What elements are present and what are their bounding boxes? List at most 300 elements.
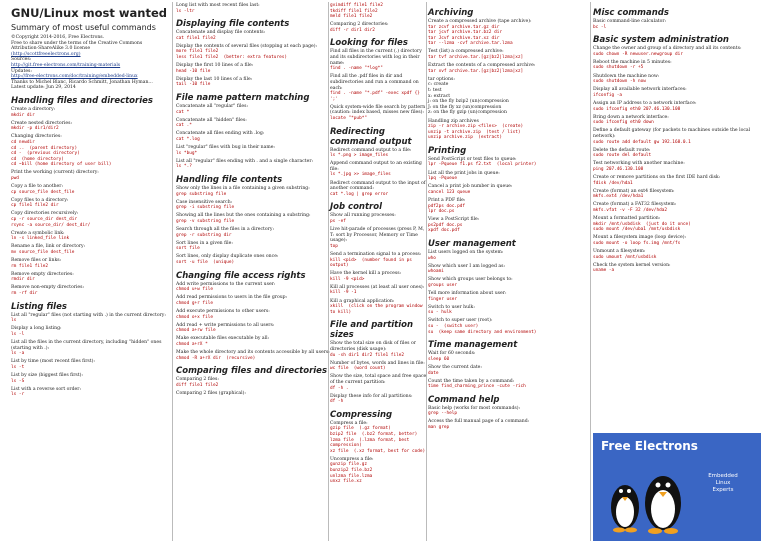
entry-description: Display these info for all partitions: — [330, 393, 413, 399]
command-entry — [176, 241, 331, 252]
entry-description: tar options: c: create t: test x: extract j: on the fly bzip2 (un)compression J: on the fly xz (un)compression z: on the fly gzip (un)compression — [428, 76, 509, 116]
command-entry — [11, 313, 169, 324]
command-entry — [176, 131, 331, 142]
command-entry — [593, 249, 761, 260]
command-example: sudo chown -R newuser.newgroup dir — [593, 51, 683, 57]
entry-description: Basic help (works for most commands): — [428, 405, 521, 411]
command-example: su - (switch user) su (keep same directory and environment) — [428, 324, 537, 335]
command-example: man grep — [428, 425, 450, 431]
command-example: ls *bug* — [176, 150, 198, 156]
command-entry — [330, 341, 427, 358]
command-entry — [11, 170, 169, 181]
command-entry — [11, 244, 169, 255]
command-entry — [428, 157, 588, 168]
command-entry — [11, 184, 169, 195]
entry-description: Wait for 60 seconds: — [428, 351, 476, 357]
sections — [428, 8, 588, 431]
entry-description: Display the last 10 lines of a file: — [176, 76, 253, 82]
command-entry — [330, 374, 427, 391]
entry-description: Add read + write permissions to all users: — [176, 322, 275, 328]
entry-description: View a PostScript file: — [428, 217, 480, 223]
command-entry — [330, 421, 427, 455]
command-example: grep -i substring file — [176, 205, 235, 211]
entry-description: Show the size, total space and free space of the current partition: — [330, 374, 428, 385]
entry-description: Check the system kernel version: — [593, 262, 671, 268]
command-example: grep --help — [428, 411, 458, 417]
entry-description: Test networking with another machine: — [593, 161, 685, 167]
command-example: lpq -Pqueue — [428, 176, 458, 182]
command-example: xkill (click on the program window to kill) — [330, 304, 426, 315]
entry-description: Access the full manual page of a command: — [428, 419, 530, 425]
command-example: diff file1 file2 — [176, 382, 219, 388]
entry-description: Test (list) a compressed archive: — [428, 49, 504, 55]
command-entry — [176, 118, 331, 129]
entry-description: Create (format) a FAT32 filesystem: — [593, 202, 677, 208]
section-heading: Job control — [330, 202, 382, 213]
command-example: grep -r substring dir — [176, 232, 232, 238]
section-heading: Changing file access rights — [176, 270, 306, 281]
command-example: find . -name "*log*" — [330, 66, 383, 72]
entry-description: Show the current date: — [428, 364, 482, 370]
command-entry — [593, 202, 761, 213]
banner-title: Free Electrons — [601, 439, 698, 453]
section-heading: Compressing — [330, 409, 393, 420]
section-heading: Time management — [428, 340, 518, 351]
command-entry — [330, 105, 427, 122]
command-entry — [428, 184, 588, 195]
entry-description: List all the print jobs in queue: — [428, 170, 500, 176]
entry-description: Extract the contents of a compressed archive: — [428, 63, 536, 69]
command-example: grep -v substring file — [176, 218, 235, 224]
command-entry — [176, 391, 331, 397]
command-entry — [330, 148, 427, 159]
entry-description: Quick system-wide file search by pattern (caution: index based, misses new files): — [330, 104, 427, 116]
command-entry — [428, 49, 588, 60]
command-entry — [176, 44, 331, 61]
entry-description: Add read permissions to users in the file group: — [176, 295, 288, 301]
entry-description: List all the files in the current directory, including "hidden" ones (starting with .): — [11, 340, 163, 351]
entry-description: Make executable files executable by all: — [176, 336, 270, 342]
command-entry — [176, 77, 331, 88]
command-example: mkfs.vfat -v -F 32 /dev/hda2 — [593, 207, 668, 213]
command-entry — [176, 350, 331, 361]
command-entry — [11, 211, 169, 228]
entry-description: Switch to super user (root): — [428, 318, 493, 324]
entry-description: List all "regular" files (not starting with .) in the current directory: — [11, 312, 166, 318]
entry-description: Create nested directories: — [11, 120, 72, 126]
command-example: ping 207.46.130.108 — [593, 166, 644, 172]
entry-description: Create a symbolic link: — [11, 230, 65, 236]
entry-description: Search through all the files in a directory: — [176, 227, 275, 233]
command-example: sudo ifconfig eth0 down — [593, 120, 654, 126]
credit-line: Sources: — [11, 57, 32, 63]
command-example: kill -9 <pid> — [330, 276, 365, 282]
command-example: sort file — [176, 246, 200, 252]
command-example: chmod a+rX * — [176, 341, 208, 347]
command-entry — [11, 134, 169, 168]
command-entry — [428, 19, 588, 47]
command-example: grep substring file — [176, 191, 227, 197]
command-example: ls — [11, 318, 17, 324]
command-example: lpr -Pqueue f1.ps f2.txt (local printer) — [428, 162, 537, 168]
command-entry — [176, 323, 331, 334]
command-example: who — [428, 255, 436, 261]
command-example: tar xvf archive.tar.[gz|bz2|lzma|xz] — [428, 68, 524, 74]
section-heading: Looking for files — [330, 38, 408, 49]
command-entry — [176, 336, 331, 347]
entry-description: List "regular" files with bug in their name: — [176, 145, 275, 151]
command-entry — [330, 3, 427, 20]
command-example: df -h — [330, 399, 344, 405]
command-example: cat *.log | grep error — [330, 191, 389, 197]
entry-description: Reboot the machine in 5 minutes: — [593, 59, 672, 65]
sections — [176, 3, 331, 397]
entry-description: Show which groups user belongs to: — [428, 277, 513, 283]
command-example: sleep 60 — [428, 356, 450, 362]
command-entry — [593, 148, 761, 159]
command-entry — [176, 30, 331, 41]
credit-line: ©Copyright 2014-2016, Free Electrons. — [11, 35, 105, 40]
command-example: du -sh dir1 dir2 file1 file2 — [330, 352, 405, 358]
command-entry — [428, 305, 588, 316]
page-subtitle: Summary of most useful commands — [11, 23, 156, 32]
credit-line: Updates: — [11, 68, 32, 74]
entry-description: Showing all the lines but the ones containing a substring: — [176, 213, 311, 219]
entry-description: Cancel a print job number in queue: — [428, 184, 513, 190]
entry-description: Mount a filesystem image (loop device): — [593, 235, 687, 241]
entry-description: Unmount a filesystem: — [593, 249, 646, 254]
command-entry — [428, 171, 588, 182]
entry-description: Show which user I am logged as: — [428, 263, 506, 269]
entry-description: Create a directory: — [11, 106, 56, 112]
command-example: uname -a — [593, 268, 615, 274]
entry-description: Comparing 2 files (graphical): — [176, 390, 246, 396]
command-example: mkdir dir — [11, 112, 35, 118]
command-entry — [593, 115, 761, 126]
command-example: chmod -R a+rX dir (recursive) — [176, 355, 256, 361]
section-heading: File and partition sizes — [330, 320, 414, 341]
command-example: pdf2ps doc.pdf lpr doc.ps — [428, 203, 466, 215]
command-example: gzip file (.gz format) bzip2 file (.bz2 format, better) lzma file (.lzma format, best compression) xz file (.xz format, best for code) — [330, 426, 426, 454]
section-heading: Printing — [428, 145, 467, 156]
command-entry — [593, 74, 761, 85]
command-example: sudo umount /mnt/usbdisk — [593, 254, 657, 260]
command-example: ls *.? — [176, 164, 192, 170]
command-example: tar tvf archive.tar.[gz|bz2|lzma|xz] — [428, 55, 524, 61]
entry-description: Make the whole directory and its contents accessible by all users: — [176, 350, 330, 356]
command-entry — [330, 213, 427, 224]
command-entry — [176, 145, 331, 156]
command-entry — [593, 87, 761, 98]
command-example: tar zcvf archive.tar.gz dir tar jcvf archive.tar.bz2 dir tar Jcvf archive.tar.xz dir tar --lzma -cvf archive.tar.lzma — [428, 24, 513, 47]
entry-description: Remove empty directories: — [11, 271, 74, 277]
entry-description: Delete the default route: — [593, 147, 651, 153]
entry-description: Rename a file, link or directory: — [11, 244, 86, 250]
command-example: kill <pid> (number found in ps output) — [330, 257, 415, 269]
command-example: chmod u+w file — [176, 287, 214, 293]
entry-description: Define a default gateway (for packets to machines outside the local network): — [593, 128, 752, 139]
entry-description: Number of bytes, words and lines in file: — [330, 360, 425, 366]
command-example: kill -9 -1 — [330, 290, 357, 296]
credit-line: Attribution-ShareAlike 3.0 license — [11, 46, 91, 52]
command-example: top — [330, 243, 338, 249]
entry-description: Count the time taken by a command: — [428, 378, 515, 384]
command-entry — [593, 19, 761, 30]
banner-subtitle: Embedded Linux Experts — [708, 473, 738, 493]
section-heading: Basic system administration — [593, 35, 729, 46]
entry-description: Find all files in the current (.) directory and its subdirectories with log in their name: — [330, 49, 424, 66]
entry-description: Print the working (current) directory: — [11, 170, 99, 176]
command-entry — [428, 379, 588, 390]
command-example: cat .* — [176, 123, 192, 129]
command-entry — [330, 285, 427, 296]
sections — [11, 96, 169, 398]
section-heading: Command help — [428, 394, 500, 405]
section-heading: Archiving — [428, 8, 474, 18]
command-entry — [330, 252, 427, 269]
command-entry — [593, 263, 761, 274]
entry-description: Bring down a network interface: — [593, 114, 669, 120]
entry-description: Add write permissions to the current user: — [176, 281, 276, 287]
entry-description: Display all available network interfaces: — [593, 87, 687, 93]
command-entry — [176, 63, 331, 74]
entry-description: Add execute permissions to other users: — [176, 308, 270, 314]
column-divider — [172, 2, 173, 541]
command-example: chmod a+rw file — [176, 328, 216, 334]
command-entry — [428, 250, 588, 261]
command-entry — [428, 406, 588, 417]
command-example: mkdir /mnt/usbdisk (just do it once) sudo mount /dev/uba1 /mnt/usbdisk — [593, 221, 691, 233]
column-divider — [590, 2, 591, 541]
command-example: sort -u file (unique) — [176, 260, 235, 265]
command-entry — [593, 101, 761, 112]
section-heading: Listing files — [11, 301, 67, 312]
command-entry — [330, 49, 427, 71]
command-entry — [593, 60, 761, 71]
entry-description: Remove non-empty directories: — [11, 285, 85, 291]
command-example: ls -t — [11, 364, 25, 370]
command-example: mkdir -p dir1/dir2 — [11, 126, 59, 132]
entry-description: Create (format) an ext4 filesystem: — [593, 188, 675, 194]
command-entry — [176, 309, 331, 320]
command-example: rmdir dir — [11, 277, 35, 283]
free-electrons-banner — [593, 433, 761, 541]
command-entry — [176, 3, 331, 14]
command-entry — [330, 161, 427, 178]
command-entry — [11, 387, 169, 398]
command-example: locate "*pub*" — [330, 116, 368, 121]
command-example: more file1 file2 less file1 file2 (better: extra features) — [176, 49, 288, 61]
command-entry — [11, 121, 169, 132]
entry-description: Create or remove partitions on the first IDE hard disk: — [593, 174, 721, 180]
command-example: rm -rf dir — [11, 291, 38, 297]
entry-description: Copy a file to another: — [11, 184, 63, 190]
entry-description: Redirect command output to the input of another command: — [330, 180, 427, 192]
command-example: find . -name "*.pdf" -exec xpdf {} ';' — [330, 91, 423, 102]
command-entry — [593, 46, 761, 57]
section-heading: File name pattern matching — [176, 93, 310, 104]
command-entry — [428, 198, 588, 215]
command-entry — [11, 359, 169, 370]
command-entry — [428, 291, 588, 302]
command-entry — [176, 104, 331, 115]
command-entry — [176, 186, 331, 197]
entry-description: Sort lines in a given file: — [176, 240, 233, 246]
command-entry — [11, 373, 169, 384]
entry-description: Uncompress a file: — [330, 456, 374, 462]
credit-line: (http://scottfreeelectrons.org) — [11, 51, 81, 57]
entry-description: Change the owner and group of a directory and all its contents: — [593, 46, 742, 52]
command-example: ls -r — [11, 392, 25, 398]
entry-description: Copy files to a directory: — [11, 197, 69, 203]
entry-description: Comparing 2 files: — [176, 377, 219, 383]
command-entry — [593, 189, 761, 200]
command-entry — [176, 200, 331, 211]
command-entry — [428, 419, 588, 430]
entry-description: Changing directories: — [11, 134, 62, 140]
command-example: sudo route del default — [593, 153, 652, 159]
section-heading: Displaying file contents — [176, 19, 290, 30]
command-example: ps2pdf doc.ps xpdf doc.pdf — [428, 222, 463, 234]
command-entry — [176, 213, 331, 224]
command-example: chmod g+r file — [176, 300, 214, 306]
credit-line: Latest update: Jun 29, 2014 — [11, 85, 76, 91]
command-example: cp -r source_dir dest_dir rsync -a source_dir/ dest_dir/ — [11, 217, 91, 228]
command-example: cp file1 file2 dir — [11, 203, 59, 209]
entry-description: Concatenate and display file contents: — [176, 30, 266, 36]
command-entry — [428, 351, 588, 362]
command-example: time find_charming_prince -cute -rich — [428, 384, 526, 390]
entry-description: Display the first 10 lines of a file: — [176, 63, 254, 69]
command-entry — [330, 299, 427, 316]
column-5 — [593, 3, 761, 431]
command-entry — [176, 227, 331, 238]
command-example: ls -ltr — [176, 8, 195, 14]
command-entry — [330, 394, 427, 405]
column-2 — [176, 3, 331, 399]
entry-description: Display a long listing: — [11, 326, 62, 332]
command-example: sudo shutdown -h now — [593, 79, 646, 85]
entry-description: Shutdown the machine now: — [593, 73, 660, 79]
entry-description: List all "regular" files ending with . and a single character: — [176, 158, 314, 164]
command-entry — [593, 128, 761, 145]
entry-description: List users logged on the system: — [428, 250, 504, 255]
section-heading: Redirecting command output — [330, 126, 412, 147]
section-heading: Handling files and directories — [11, 95, 153, 106]
command-entry — [11, 198, 169, 209]
command-example: chmod o+x file — [176, 314, 214, 320]
penguins-logo-icon — [603, 457, 693, 537]
sections — [330, 3, 427, 485]
entry-description: Basic command-line calculator: — [593, 19, 667, 24]
command-entry — [176, 282, 331, 293]
command-example: cancel 123 queue — [428, 189, 471, 195]
entry-description: List by time (most recent files first): — [11, 359, 95, 365]
command-entry — [330, 181, 427, 198]
entry-description: Mount a formatted partition: — [593, 216, 661, 222]
command-entry — [11, 231, 169, 242]
command-example: sudo ifconfig eth0 207.46.130.108 — [593, 106, 681, 112]
command-example: cat file1 file2 — [176, 35, 216, 41]
command-example: cat *.log — [176, 137, 200, 142]
credits-block — [11, 35, 169, 91]
entry-description: Display the contents of several files (stopping at each page): — [176, 43, 318, 49]
command-example: ls -a — [11, 351, 25, 357]
command-example: cat * — [176, 109, 190, 115]
page-title: GNU/Linux most wanted — [11, 6, 167, 20]
command-entry — [428, 277, 588, 288]
command-entry — [593, 175, 761, 186]
command-example: mkfs.ext4 /dev/hda1 — [593, 194, 644, 200]
entry-description: Have the kernel kill a process: — [330, 271, 402, 277]
command-example: ls -l — [11, 331, 25, 337]
command-example: su - hulk — [428, 310, 452, 316]
entry-description: Concatenate all files ending with .log: — [176, 131, 265, 137]
command-entry — [330, 74, 427, 102]
command-entry — [428, 217, 588, 234]
command-example: zip -r archive.zip <files> (create) unzip -t archive.zip (test / list) unzip archive.zip (extract) — [428, 124, 524, 141]
command-example: ln -s linked_file link — [11, 236, 70, 242]
command-example: cd newdir cd .. (parent directory) cd - (previous directory) cd (home directory) cd ~bill (home directory of user bill) — [11, 139, 112, 168]
command-entry — [330, 271, 427, 282]
command-entry — [330, 457, 427, 485]
command-example: df -h . — [330, 385, 349, 391]
column-1 — [11, 3, 169, 400]
section-heading: Comparing files and directories — [176, 366, 327, 377]
credit-line[interactable]: http://free-electrons.com/doc/training/embedded-linux — [11, 74, 138, 80]
command-example: gvimdiff file1 file2 tkdiff file1 file2 meld file1 file2 — [330, 3, 383, 20]
command-entry — [176, 159, 331, 170]
entry-description: Assign an IP address to a network interface: — [593, 100, 697, 106]
entry-description: Concatenate all "hidden" files: — [176, 117, 247, 123]
command-entry — [176, 254, 331, 265]
entry-description: Live hit-parade of processes (press P, M, T: sort by Processor, Memory or Time usage): — [330, 227, 426, 244]
command-entry — [593, 216, 761, 233]
command-example: diff -r dir1 dir2 — [330, 27, 375, 33]
command-entry — [593, 235, 761, 246]
section-heading: Handling file contents — [176, 174, 283, 185]
command-entry — [11, 258, 169, 269]
command-entry — [11, 272, 169, 283]
command-entry — [428, 264, 588, 275]
command-entry — [428, 77, 588, 116]
section-heading: User management — [428, 239, 516, 249]
sections — [593, 8, 761, 274]
command-example: tail -10 file — [176, 82, 211, 88]
command-example: rm file1 file2 — [11, 263, 49, 269]
column-3 — [330, 3, 427, 487]
command-example: date — [428, 370, 439, 376]
command-example: sudo shutdown -r +5 — [593, 65, 644, 71]
command-example: ls *.png > image_files — [330, 153, 389, 159]
credit-line[interactable]: http://git.free-electrons.com/training-materials — [11, 62, 121, 68]
command-entry — [428, 365, 588, 376]
command-example: gunzip file.gz bunzip2 file.bz2 unlzma file.lzma unxz file.xz — [330, 462, 373, 485]
entry-description: Tell more information about user: — [428, 291, 507, 297]
entry-description: List with a reverse sort order: — [11, 386, 81, 392]
command-example: sudo mount -o loop fs.img /mnt/fs — [593, 240, 681, 246]
command-entry — [593, 161, 761, 172]
entry-description: Show all running processes: — [330, 213, 396, 219]
command-entry — [11, 340, 169, 357]
entry-description: Comparing 2 directories: — [330, 22, 389, 28]
command-example: groups user — [428, 282, 458, 288]
command-example: head -10 file — [176, 68, 211, 74]
command-example: ifconfig -a — [593, 92, 623, 98]
command-example: finger user — [428, 296, 458, 302]
credit-line: Free to share under the terms of the Creative Commons — [11, 40, 143, 46]
entry-description: Print a PDF file: — [428, 197, 466, 203]
